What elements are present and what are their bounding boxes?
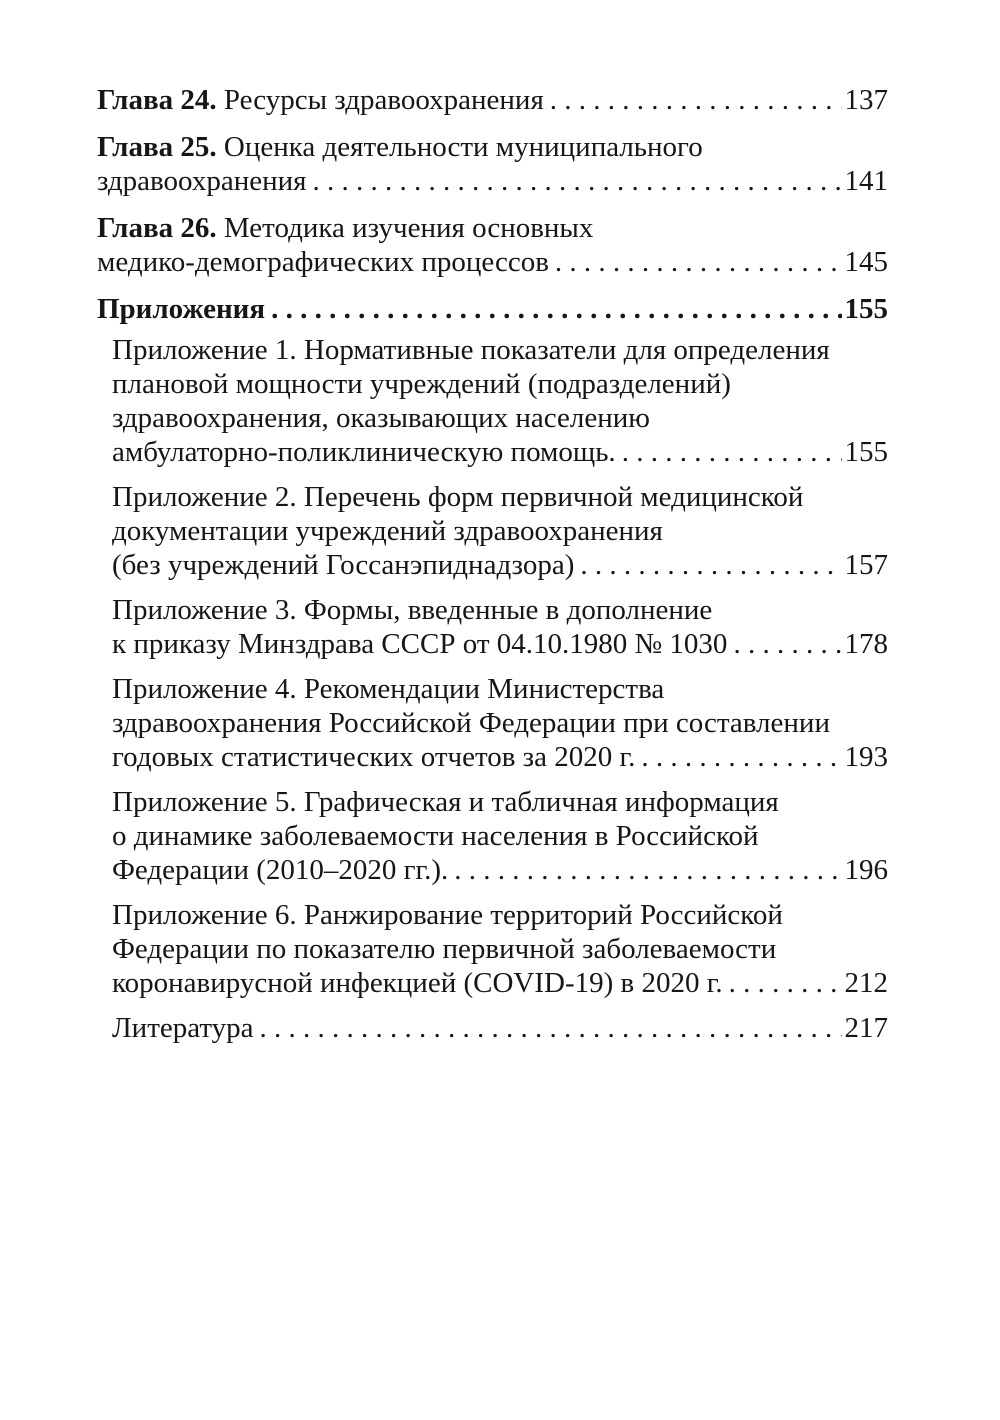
toc-entry-line <box>112 853 888 887</box>
toc-entry-line <box>97 292 888 326</box>
appendix-title-line: Приложение 3. Формы, введенные в дополнение <box>112 594 713 626</box>
toc-entry-line <box>112 1011 888 1045</box>
page-number: 178 <box>844 628 888 660</box>
dot-leader <box>312 164 841 198</box>
appendix-title-line: Приложение 4. Рекомендации Министерства <box>112 673 665 705</box>
page-number: 157 <box>844 549 888 581</box>
chapter-title-line: здравоохранения <box>97 165 307 197</box>
toc-entry-line <box>112 627 888 661</box>
toc-appendix-2[interactable] <box>97 480 888 582</box>
dot-leader <box>729 966 842 1000</box>
appendix-title-line: Приложение 2. Перечень форм первичной медицинской <box>112 481 804 513</box>
page-number: 137 <box>844 84 888 116</box>
appendix-title-line: здравоохранения Российской Федерации при составлении <box>112 707 830 739</box>
toc-chapter-24[interactable] <box>97 83 888 117</box>
toc-appendix-6[interactable] <box>97 898 888 1000</box>
toc-chapter-25[interactable] <box>97 130 888 198</box>
toc-appendix-3[interactable] <box>97 593 888 661</box>
toc-entry-line <box>97 83 888 117</box>
dot-leader <box>622 435 842 469</box>
appendix-title-line: Приложение 1. Нормативные показатели для определения <box>112 334 830 366</box>
chapter-title-line: Методика изучения основных <box>223 212 594 244</box>
dot-leader <box>555 245 842 279</box>
dot-leader <box>271 292 841 326</box>
toc-appendix-4[interactable] <box>97 672 888 774</box>
dot-leader <box>580 548 841 582</box>
chapter-title-line: медико-демографических процессов <box>97 246 549 278</box>
toc-chapter-26[interactable] <box>97 211 888 279</box>
appendix-title-line: плановой мощности учреждений (подразделений) <box>112 368 731 400</box>
literature-title: Литература <box>112 1012 254 1044</box>
appendix-title-line: амбулаторно-поликлиническую помощь. <box>112 436 616 468</box>
table-of-contents <box>97 83 888 1056</box>
page-number: 145 <box>844 246 888 278</box>
dot-leader <box>733 627 841 661</box>
dot-leader <box>260 1011 842 1045</box>
appendix-title-line: годовых статистических отчетов за 2020 г. <box>112 741 636 773</box>
dot-leader <box>550 83 842 117</box>
toc-section-appendices[interactable] <box>97 292 888 326</box>
toc-entry-line <box>112 435 888 469</box>
toc-entry-line <box>112 740 888 774</box>
appendix-title-line: к приказу Минздрава СССР от 04.10.1980 № 1030 <box>112 628 728 660</box>
chapter-label: Глава 25. <box>97 131 217 163</box>
chapter-title: Ресурсы здравоохранения <box>223 84 544 116</box>
appendix-title-line: Федерации по показателю первичной заболеваемости <box>112 933 777 965</box>
chapter-label: Глава 24. <box>97 84 217 116</box>
page-number: 212 <box>844 967 888 999</box>
toc-entry-line <box>97 130 888 164</box>
toc-appendix-5[interactable] <box>97 785 888 887</box>
toc-entry-line <box>97 164 888 198</box>
dot-leader <box>641 740 841 774</box>
page-number: 155 <box>844 293 888 325</box>
page-number: 217 <box>844 1012 888 1044</box>
chapter-title-line: Оценка деятельности муниципального <box>223 131 703 163</box>
toc-entry-line <box>97 245 888 279</box>
toc-entry-line <box>112 966 888 1000</box>
toc-appendix-1[interactable] <box>97 333 888 469</box>
page-number: 196 <box>844 854 888 886</box>
page-number: 155 <box>844 436 888 468</box>
appendix-title-line: документации учреждений здравоохранения <box>112 515 663 547</box>
appendix-title-line: Федерации (2010–2020 гг.). <box>112 854 449 886</box>
toc-entry-line <box>112 548 888 582</box>
page-number: 141 <box>844 165 888 197</box>
dot-leader <box>454 853 841 887</box>
appendix-title-line: (без учреждений Госсанэпиднадзора) <box>112 549 575 581</box>
toc-entry-line <box>97 211 888 245</box>
appendix-title-line: Приложение 6. Ранжирование территорий Российской <box>112 899 783 931</box>
appendix-title-line: коронавирусной инфекцией (COVID-19) в 2020 г. <box>112 967 723 999</box>
page-number: 193 <box>844 741 888 773</box>
appendix-title-line: о динамике заболеваемости населения в Российской <box>112 820 759 852</box>
appendix-title-line: здравоохранения, оказывающих населению <box>112 402 650 434</box>
chapter-label: Глава 26. <box>97 212 217 244</box>
appendix-title-line: Приложение 5. Графическая и табличная информация <box>112 786 779 818</box>
section-title: Приложения <box>97 293 266 325</box>
toc-literature[interactable] <box>97 1011 888 1045</box>
